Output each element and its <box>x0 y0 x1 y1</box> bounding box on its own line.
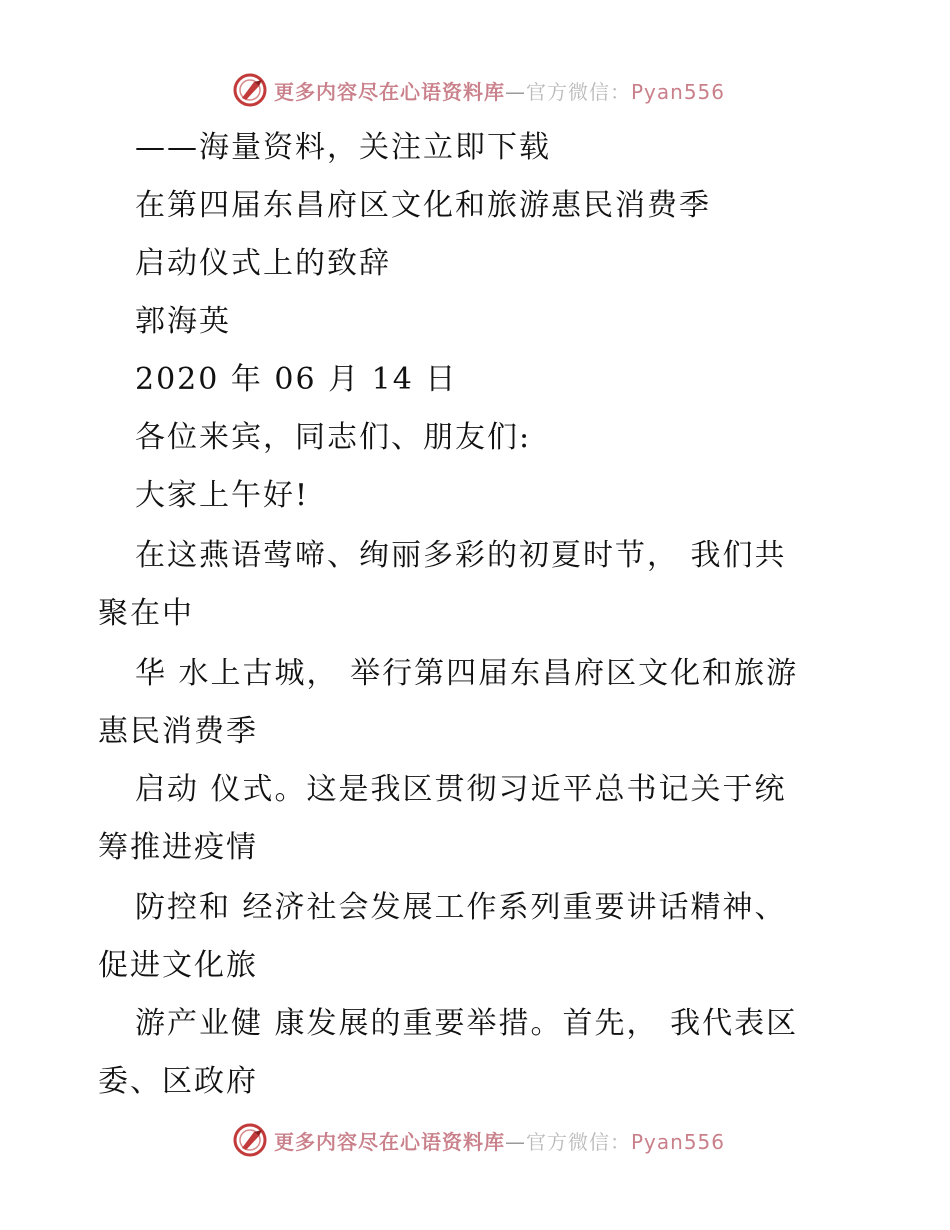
pen-nib-circle-icon <box>232 1122 268 1158</box>
greeting: 大家上午好! <box>135 478 310 513</box>
paragraph-line: 惠民消费季 <box>98 714 258 749</box>
paragraph-line: 委、区政府 <box>98 1064 258 1099</box>
footer-banner <box>232 1120 725 1160</box>
banner-dash: — <box>505 1129 526 1154</box>
banner-brand: 更多内容尽在心语资料库 <box>274 79 505 104</box>
paragraph-line: 启动 仪式。这是我区贯彻习近平总书记关于统 <box>135 772 787 807</box>
salutation: 各位来宾，同志们、朋友们: <box>135 420 532 455</box>
header-banner <box>232 70 725 110</box>
paragraph-line: 聚在中 <box>98 596 194 631</box>
paragraph-line: 筹推进疫情 <box>98 830 258 865</box>
title-line-1: 在第四届东昌府区文化和旅游惠民消费季 <box>135 188 711 223</box>
paragraph-line: 防控和 经济社会发展工作系列重要讲话精神、 <box>135 890 787 925</box>
paragraph-line: 促进文化旅 <box>98 948 258 983</box>
banner-text <box>274 76 725 105</box>
paragraph-line: 游产业健 康发展的重要举措。首先， 我代表区 <box>135 1006 799 1041</box>
banner-account: Pyan556 <box>631 1129 726 1154</box>
title-line-2: 启动仪式上的致辞 <box>135 246 391 281</box>
paragraph-line: 在这燕语莺啼、绚丽多彩的初夏时节， 我们共 <box>135 538 787 573</box>
banner-brand: 更多内容尽在心语资料库 <box>274 1129 505 1154</box>
banner-wechat-label: 官方微信： <box>526 79 631 104</box>
paragraph-line: 华 水上古城， 举行第四届东昌府区文化和旅游 <box>135 656 799 691</box>
banner-dash: — <box>505 79 526 104</box>
banner-wechat-label: 官方微信： <box>526 1129 631 1154</box>
date: 2020 年 06 月 14 日 <box>135 362 458 397</box>
download-note: ——海量资料，关注立即下载 <box>135 130 551 165</box>
banner-text <box>274 1126 725 1155</box>
author: 郭海英 <box>135 304 231 339</box>
pen-nib-circle-icon <box>232 72 268 108</box>
banner-account: Pyan556 <box>631 79 726 104</box>
